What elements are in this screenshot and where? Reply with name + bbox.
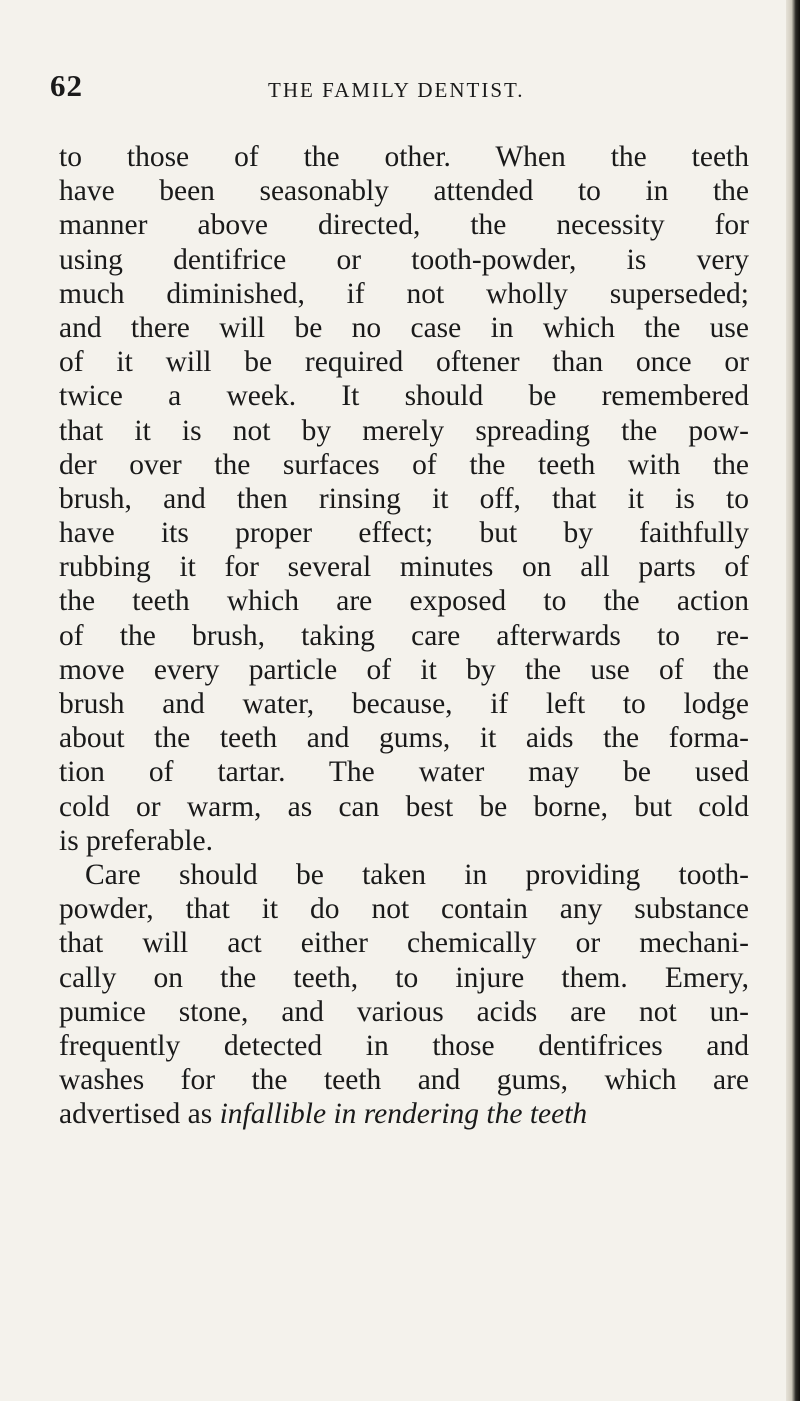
text-line: of the brush, taking care afterwards to re- [59,619,749,652]
text-line: brush and water, because, if left to lodge [59,688,749,720]
body-text [59,140,749,1131]
text-line: powder, that it do not contain any substance [59,893,749,926]
text-line: have its proper effect; but by faithfully [59,517,749,550]
text-line: frequently detected in those dentifrices and [59,1029,749,1062]
text-line: the teeth which are exposed to the action [59,585,749,618]
paragraph-start-line: Care should be taken in providing tooth- [85,858,749,891]
text-line: is preferable. [59,824,213,857]
final-line-start: advertised as [59,1098,220,1131]
text-line: twice a week. It should be remembered [59,380,749,413]
text-line: about the teeth and gums, it aids the forma- [59,722,749,755]
final-text-line [59,1097,749,1131]
page-edge-shadow [786,0,800,1401]
text-line: using dentifrice or tooth-powder, is very [59,243,749,276]
text-line: cally on the teeth, to injure them. Emery, [59,961,749,994]
text-line: much diminished, if not wholly superseded; [59,277,749,310]
italic-phrase: infallible in rendering the teeth [219,1098,588,1131]
text-line: pumice stone, and various acids are not un- [59,995,749,1028]
text-line: that it is not by merely spreading the pow- [59,414,749,447]
text-line: and there will be no case in which the use [59,311,749,344]
text-line: rubbing it for several minutes on all parts of [59,551,749,584]
text-line: washes for the teeth and gums, which are [59,1064,749,1097]
text-line: cold or warm, as can best be borne, but cold [59,790,749,823]
text-line: of it will be required oftener than once or [59,346,749,379]
text-line: manner above directed, the necessity for [59,209,749,242]
running-title: THE FAMILY DENTIST. [268,78,525,102]
text-line: have been seasonably attended to in the [59,175,749,208]
text-line: tion of tartar. The water may be used [59,756,749,789]
running-head [50,68,750,118]
text-line: move every particle of it by the use of the [59,653,749,686]
page-number: 62 [50,68,83,103]
text-line: der over the surfaces of the teeth with the [59,448,749,481]
text-line: brush, and then rinsing it off, that it is to [59,482,749,515]
text-line: that will act either chemically or mechani- [59,927,749,960]
text-line: to those of the other. When the teeth [59,141,749,173]
